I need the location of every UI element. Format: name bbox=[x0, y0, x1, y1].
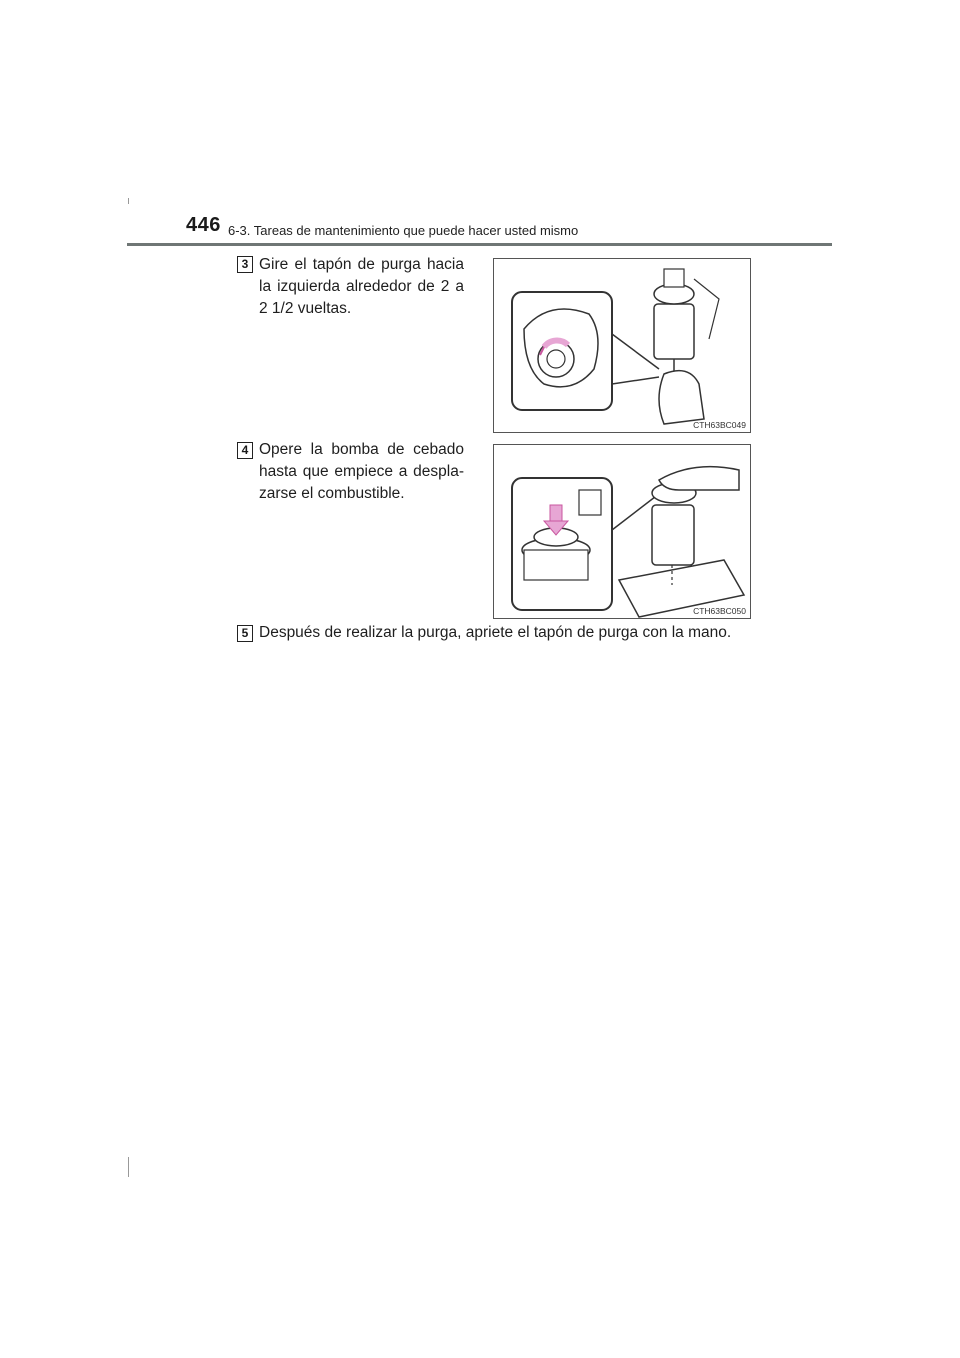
margin-mark-bottom bbox=[128, 1157, 129, 1177]
margin-mark-top bbox=[128, 198, 129, 204]
step-4-badge: 4 bbox=[237, 442, 253, 459]
drain-plug-illustration bbox=[494, 259, 750, 432]
page-number: 446 bbox=[186, 214, 221, 236]
header-rule bbox=[127, 243, 832, 246]
step-5-text: Después de realizar la purga, apriete el tapón de purga con la mano. bbox=[259, 624, 732, 641]
figure-priming-pump bbox=[493, 444, 751, 619]
figure-code-049: CTH63BC049 bbox=[693, 420, 746, 430]
section-title: 6-3. Tareas de mantenimiento que puede hacer usted mismo bbox=[228, 223, 579, 238]
step-3-text: Gire el tapón de purga hacia la izquierda alrededor de 2 a 2 1/2 vueltas. bbox=[259, 256, 464, 317]
step-4-text: Opere la bomba de cebado hasta que empiece a despla-zarse el combustible. bbox=[259, 441, 464, 502]
step-5-badge: 5 bbox=[237, 625, 253, 642]
figure-drain-plug bbox=[493, 258, 751, 433]
figure-code-050: CTH63BC050 bbox=[693, 606, 746, 616]
priming-pump-illustration bbox=[494, 445, 750, 618]
step-3-badge: 3 bbox=[237, 256, 253, 273]
